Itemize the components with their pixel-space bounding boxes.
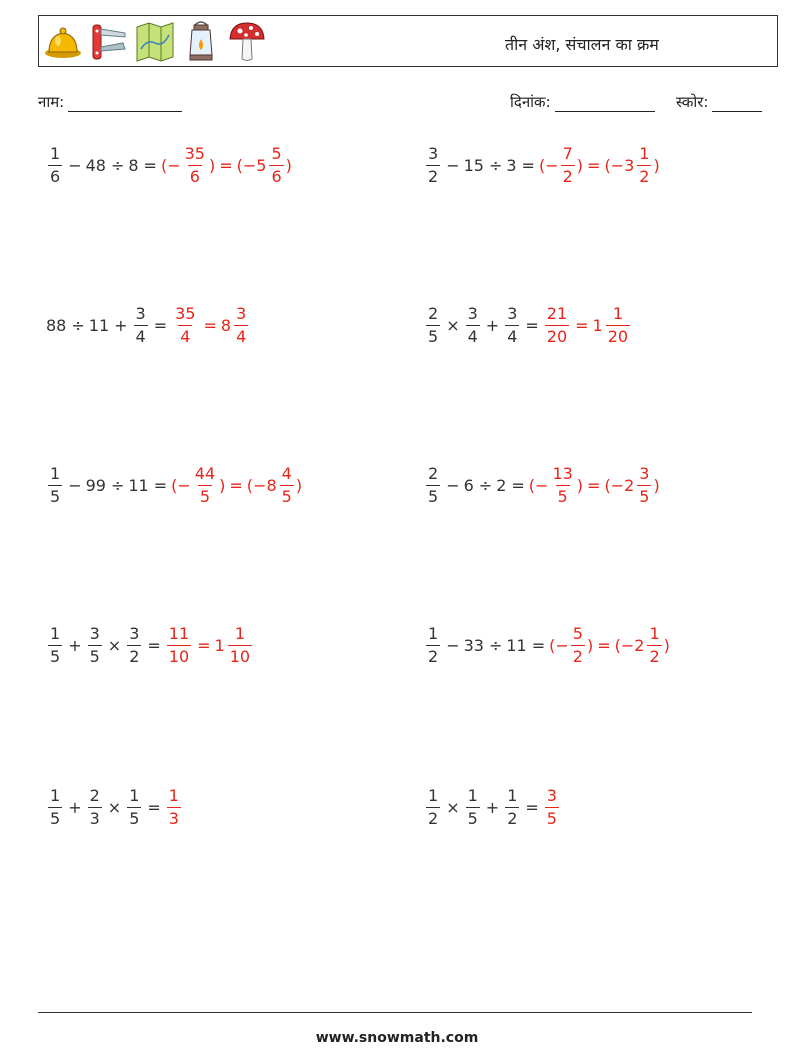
equals-sign: = [525, 798, 539, 817]
fraction-denominator: 5 [467, 809, 478, 828]
answer [543, 788, 561, 827]
fraction-numerator: 3 [546, 786, 557, 805]
operator: + [485, 316, 500, 335]
fraction-numerator: 1 [639, 144, 650, 163]
fraction [167, 788, 181, 827]
paren: ) [295, 476, 303, 495]
fraction-denominator: 2 [507, 809, 518, 828]
answer [165, 788, 183, 827]
number: 99 [85, 476, 106, 495]
problem-5 [46, 466, 302, 505]
number: 3 [506, 156, 517, 175]
fraction-numerator: 5 [271, 144, 282, 163]
answer [549, 626, 670, 665]
fraction-denominator: 20 [546, 327, 568, 346]
minus-sign: − [167, 156, 181, 175]
equals-sign: = [511, 476, 525, 495]
operator: ÷ [478, 476, 493, 495]
fraction-numerator: 35 [184, 144, 205, 163]
fraction-numerator: 1 [129, 786, 140, 805]
fraction-numerator: 1 [168, 786, 179, 805]
minus-sign: − [177, 476, 191, 495]
fraction [426, 306, 440, 345]
fraction-denominator: 5 [129, 809, 140, 828]
fraction-numerator: 3 [129, 624, 140, 643]
problem-2 [424, 146, 660, 185]
date-label: दिनांक: [510, 93, 551, 111]
fraction-numerator: 3 [428, 144, 439, 163]
fraction-denominator: 10 [168, 647, 190, 666]
fraction-numerator: 2 [428, 464, 439, 483]
operator: × [107, 636, 122, 655]
paren: ) [586, 636, 594, 655]
paren: ) [653, 156, 660, 175]
fraction [545, 306, 569, 345]
operator: × [446, 316, 460, 335]
fraction-denominator: 2 [428, 809, 439, 828]
answer [539, 146, 660, 185]
operator: − [446, 156, 460, 175]
date-blank [555, 96, 655, 112]
number: 88 [46, 316, 67, 335]
number: 6 [463, 476, 474, 495]
score-label: स्कोर: [676, 93, 709, 111]
lantern-icon [181, 19, 221, 63]
fraction-denominator: 6 [189, 167, 200, 186]
fraction-numerator: 3 [236, 304, 247, 323]
fraction-denominator: 5 [281, 487, 292, 506]
fraction-denominator: 2 [428, 647, 439, 666]
fraction-denominator: 3 [168, 809, 179, 828]
equals-sign: = [153, 316, 168, 335]
fraction [269, 146, 283, 185]
equals-sign: = [143, 156, 157, 175]
whole-number: 3 [624, 156, 635, 175]
operator: = [575, 316, 589, 335]
pocket-knife-icon [89, 19, 129, 63]
equals-sign: = [521, 156, 535, 175]
number: 15 [463, 156, 484, 175]
answer [543, 306, 632, 345]
fraction [550, 466, 574, 505]
number: 33 [463, 636, 484, 655]
fraction-numerator: 3 [135, 304, 146, 323]
minus-sign: − [253, 476, 267, 495]
fraction [183, 146, 207, 185]
whole-number: 2 [634, 636, 645, 655]
fraction-denominator: 6 [50, 167, 61, 186]
fraction-denominator: 5 [50, 487, 61, 506]
paren: ( [604, 476, 611, 495]
worksheet-title: तीन अंश, संचालन का क्रम [505, 35, 659, 54]
whole-number: 5 [256, 156, 267, 175]
problem-6 [424, 466, 660, 505]
fraction [426, 626, 440, 665]
fraction-numerator: 3 [507, 304, 518, 323]
score-field [676, 92, 762, 112]
fraction [48, 466, 62, 505]
problem-9 [46, 788, 183, 827]
fraction-numerator: 2 [89, 786, 100, 805]
fraction [637, 146, 651, 185]
paren: ) [576, 476, 584, 495]
fraction-numerator: 1 [612, 304, 623, 323]
equals-sign: = [153, 476, 168, 495]
worksheet-header [38, 15, 778, 67]
paren: ( [160, 156, 168, 175]
fraction-numerator: 3 [89, 624, 100, 643]
fraction-numerator: 35 [175, 304, 196, 323]
fraction-numerator: 5 [572, 624, 583, 643]
paren: ( [538, 156, 546, 175]
answer [161, 146, 292, 185]
fraction-denominator: 20 [607, 327, 629, 346]
fraction [88, 626, 102, 665]
minus-sign: − [535, 476, 549, 495]
minus-sign: − [545, 156, 559, 175]
fraction-numerator: 13 [552, 464, 573, 483]
number: 1 [214, 636, 225, 655]
fraction [167, 626, 191, 665]
problem-4 [424, 306, 632, 345]
answer [165, 626, 254, 665]
fraction-denominator: 4 [236, 327, 247, 346]
fraction [234, 306, 248, 345]
fraction-numerator: 7 [562, 144, 573, 163]
map-icon [135, 19, 175, 63]
operator: ÷ [71, 316, 85, 335]
whole-number: 8 [266, 476, 277, 495]
number: 48 [85, 156, 106, 175]
fraction-numerator: 1 [428, 624, 439, 643]
fraction-denominator: 5 [50, 809, 61, 828]
paren: ( [528, 476, 536, 495]
fraction-numerator: 4 [281, 464, 292, 483]
paren: ( [171, 476, 178, 495]
fraction-numerator: 21 [546, 304, 568, 323]
answer [529, 466, 660, 505]
number: 11 [128, 476, 149, 495]
minus-sign: − [620, 636, 635, 655]
date-field [510, 92, 655, 112]
operator: = [197, 636, 211, 655]
fraction-denominator: 5 [50, 647, 61, 666]
fraction [505, 306, 519, 345]
fraction [193, 466, 217, 505]
operator: + [68, 636, 82, 655]
fraction [127, 626, 141, 665]
fraction-numerator: 1 [234, 624, 245, 643]
equals-sign: = [147, 798, 161, 817]
operator: − [446, 636, 460, 655]
fraction [134, 306, 148, 345]
fraction-denominator: 5 [199, 487, 211, 506]
operator: × [107, 798, 122, 817]
number: 11 [506, 636, 527, 655]
fraction-denominator: 5 [428, 327, 439, 346]
answer [171, 306, 250, 345]
equals-sign: = [525, 316, 539, 335]
fraction-denominator: 6 [271, 167, 282, 186]
paren: ) [208, 156, 216, 175]
paren: ( [614, 636, 621, 655]
problem-1 [46, 146, 292, 185]
paren: ) [219, 476, 226, 495]
fraction-denominator: 4 [135, 327, 146, 346]
fraction-denominator: 2 [428, 167, 439, 186]
whole-number: 2 [624, 476, 635, 495]
operator: = [587, 156, 601, 175]
operator: + [68, 798, 82, 817]
fraction [280, 466, 294, 505]
fraction-numerator: 1 [50, 624, 61, 643]
number: 8 [220, 316, 232, 335]
fraction-denominator: 4 [180, 327, 191, 346]
operator: ÷ [110, 156, 125, 175]
minus-sign: − [610, 156, 625, 175]
number: 11 [88, 316, 110, 335]
fraction [228, 626, 252, 665]
fraction [561, 146, 575, 185]
fraction-numerator: 1 [649, 624, 660, 643]
fraction [505, 788, 519, 827]
fraction [48, 146, 62, 185]
fraction [426, 146, 440, 185]
fraction [545, 788, 559, 827]
operator: = [597, 636, 611, 655]
fraction-denominator: 2 [572, 647, 583, 666]
paren: ) [653, 476, 660, 495]
name-label: नाम: [38, 93, 65, 111]
header-icons [43, 19, 267, 63]
mushroom-icon [227, 19, 267, 63]
fraction-denominator: 4 [507, 327, 518, 346]
number: 8 [128, 156, 139, 175]
fraction-numerator: 3 [639, 464, 650, 483]
fraction [426, 466, 440, 505]
minus-sign: − [610, 476, 625, 495]
fraction-denominator: 10 [229, 647, 251, 666]
fraction-denominator: 4 [467, 327, 478, 346]
bell-icon [43, 19, 83, 63]
fraction [571, 626, 585, 665]
fraction-denominator: 5 [557, 487, 568, 506]
operator: = [219, 156, 233, 175]
operator: + [485, 798, 500, 817]
fraction-denominator: 2 [639, 167, 650, 186]
problem-8 [424, 626, 670, 665]
operator: + [114, 316, 128, 335]
fraction-denominator: 2 [562, 167, 573, 186]
fraction-denominator: 5 [428, 487, 439, 506]
fraction [466, 788, 480, 827]
fraction-numerator: 1 [507, 786, 518, 805]
operator: × [446, 798, 460, 817]
operator: = [587, 476, 601, 495]
fraction-numerator: 3 [467, 304, 478, 323]
fraction-denominator: 2 [649, 647, 660, 666]
number: 1 [592, 316, 603, 335]
footer-divider [38, 1012, 752, 1013]
fraction-numerator: 1 [50, 144, 61, 163]
fraction-denominator: 3 [89, 809, 100, 828]
minus-sign: − [242, 156, 257, 175]
operator: − [446, 476, 460, 495]
fraction-numerator: 1 [50, 786, 61, 805]
fraction-numerator: 2 [428, 304, 439, 323]
fraction [647, 626, 661, 665]
fraction-denominator: 5 [546, 809, 557, 828]
fraction-denominator: 5 [89, 647, 100, 666]
fraction [48, 788, 62, 827]
operator: − [68, 156, 82, 175]
fraction [48, 626, 62, 665]
footer-url: www.snowmath.com [315, 1030, 479, 1046]
paren: ) [285, 156, 292, 175]
fraction-numerator: 1 [428, 786, 439, 805]
paren: ( [236, 156, 243, 175]
fraction-numerator: 44 [194, 464, 216, 483]
fraction-numerator: 11 [168, 624, 190, 643]
operator: − [68, 476, 82, 495]
paren: ) [576, 156, 584, 175]
fraction [88, 788, 102, 827]
problem-3 [46, 306, 250, 345]
minus-sign: − [555, 636, 569, 655]
fraction [606, 306, 630, 345]
name-field [38, 92, 182, 112]
fraction [466, 306, 480, 345]
operator: = [203, 316, 217, 335]
equals-sign: = [147, 636, 161, 655]
operator: ÷ [110, 476, 125, 495]
operator: = [229, 476, 243, 495]
paren: ) [663, 636, 670, 655]
paren: ( [604, 156, 611, 175]
fraction [127, 788, 141, 827]
paren: ( [549, 636, 556, 655]
fraction [426, 788, 440, 827]
fraction-denominator: 2 [129, 647, 140, 666]
fraction-denominator: 5 [639, 487, 650, 506]
problem-7 [46, 626, 254, 665]
name-blank [68, 96, 182, 112]
operator: ÷ [488, 636, 503, 655]
score-blank [712, 96, 762, 112]
fraction [173, 306, 197, 345]
paren: ( [246, 476, 254, 495]
answer [171, 466, 302, 505]
problem-10 [424, 788, 561, 827]
operator: ÷ [488, 156, 503, 175]
number: 2 [496, 476, 507, 495]
equals-sign: = [531, 636, 546, 655]
fraction-numerator: 1 [50, 464, 61, 483]
fraction-numerator: 1 [467, 786, 478, 805]
fraction [637, 466, 651, 505]
